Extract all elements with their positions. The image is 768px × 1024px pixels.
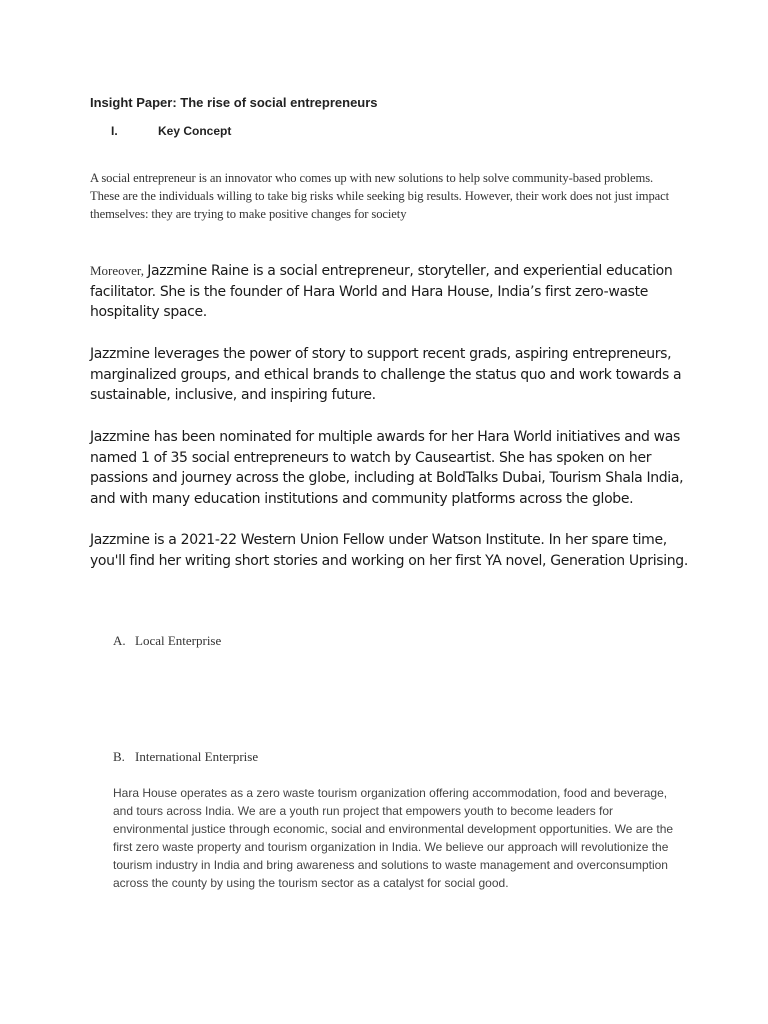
subsection-local-enterprise: [113, 633, 221, 649]
paragraph-lead: Moreover,: [90, 263, 148, 278]
subsection-international-enterprise: [113, 749, 258, 765]
paragraph-founder-text: Jazzmine Raine is a social entrepreneur, storyteller, and experiential education facilitator. She is the founder of Hara World and Hara House, India’s first zero-waste hospitality space.: [90, 263, 673, 321]
hara-house-paragraph: Hara House operates as a zero waste tourism organization offering accommodation, food and beverage, and tours across India. We are a youth run project that empowers youth to become leaders for environmental justice through economic, social and environmental development opportunities. We are the first zero waste property and tourism organization in India. We believe our approach will revolutionize the tourism industry in India and bring awareness and solutions to waste management and overconsumption across the county by using the tourism sector as a catalyst for social good.: [113, 786, 674, 890]
subsection-label: Local Enterprise: [135, 633, 222, 648]
subsection-marker: B.: [113, 749, 125, 764]
paragraph-storytelling: Jazzmine leverages the power of story to support recent grads, aspiring entrepreneurs, marginalized groups, and ethical brands to challenge the status quo and work towards a sustainable, inclusive, and inspiring future.: [90, 346, 682, 404]
intro-paragraph: A social entrepreneur is an innovator who comes up with new solutions to help solve community-based problems. These are the individuals willing to take big risks while seeking big results. However, their work does not just impact themselves: they are trying to make positive changes for society: [90, 171, 670, 221]
paragraph-awards: Jazzmine has been nominated for multiple awards for her Hara World initiatives and was named 1 of 35 social entrepreneurs to watch by Causeartist. She has spoken on her passions and journey across the globe, including at BoldTalks Dubai, Tourism Shala India, and with many education institutions and community platforms across the globe.: [90, 429, 684, 508]
paragraph-founder: [90, 261, 690, 323]
subsection-label: International Enterprise: [135, 749, 259, 764]
section-heading: Key Concept: [158, 124, 232, 138]
paragraph-fellowship: Jazzmine is a 2021-22 Western Union Fellow under Watson Institute. In her spare time, you'll find her writing short stories and working on her first YA novel, Generation Uprising.: [90, 532, 688, 569]
section-number: I.: [111, 124, 118, 138]
document-title: Insight Paper: The rise of social entrepreneurs: [90, 95, 378, 110]
subsection-marker: A.: [113, 633, 126, 648]
